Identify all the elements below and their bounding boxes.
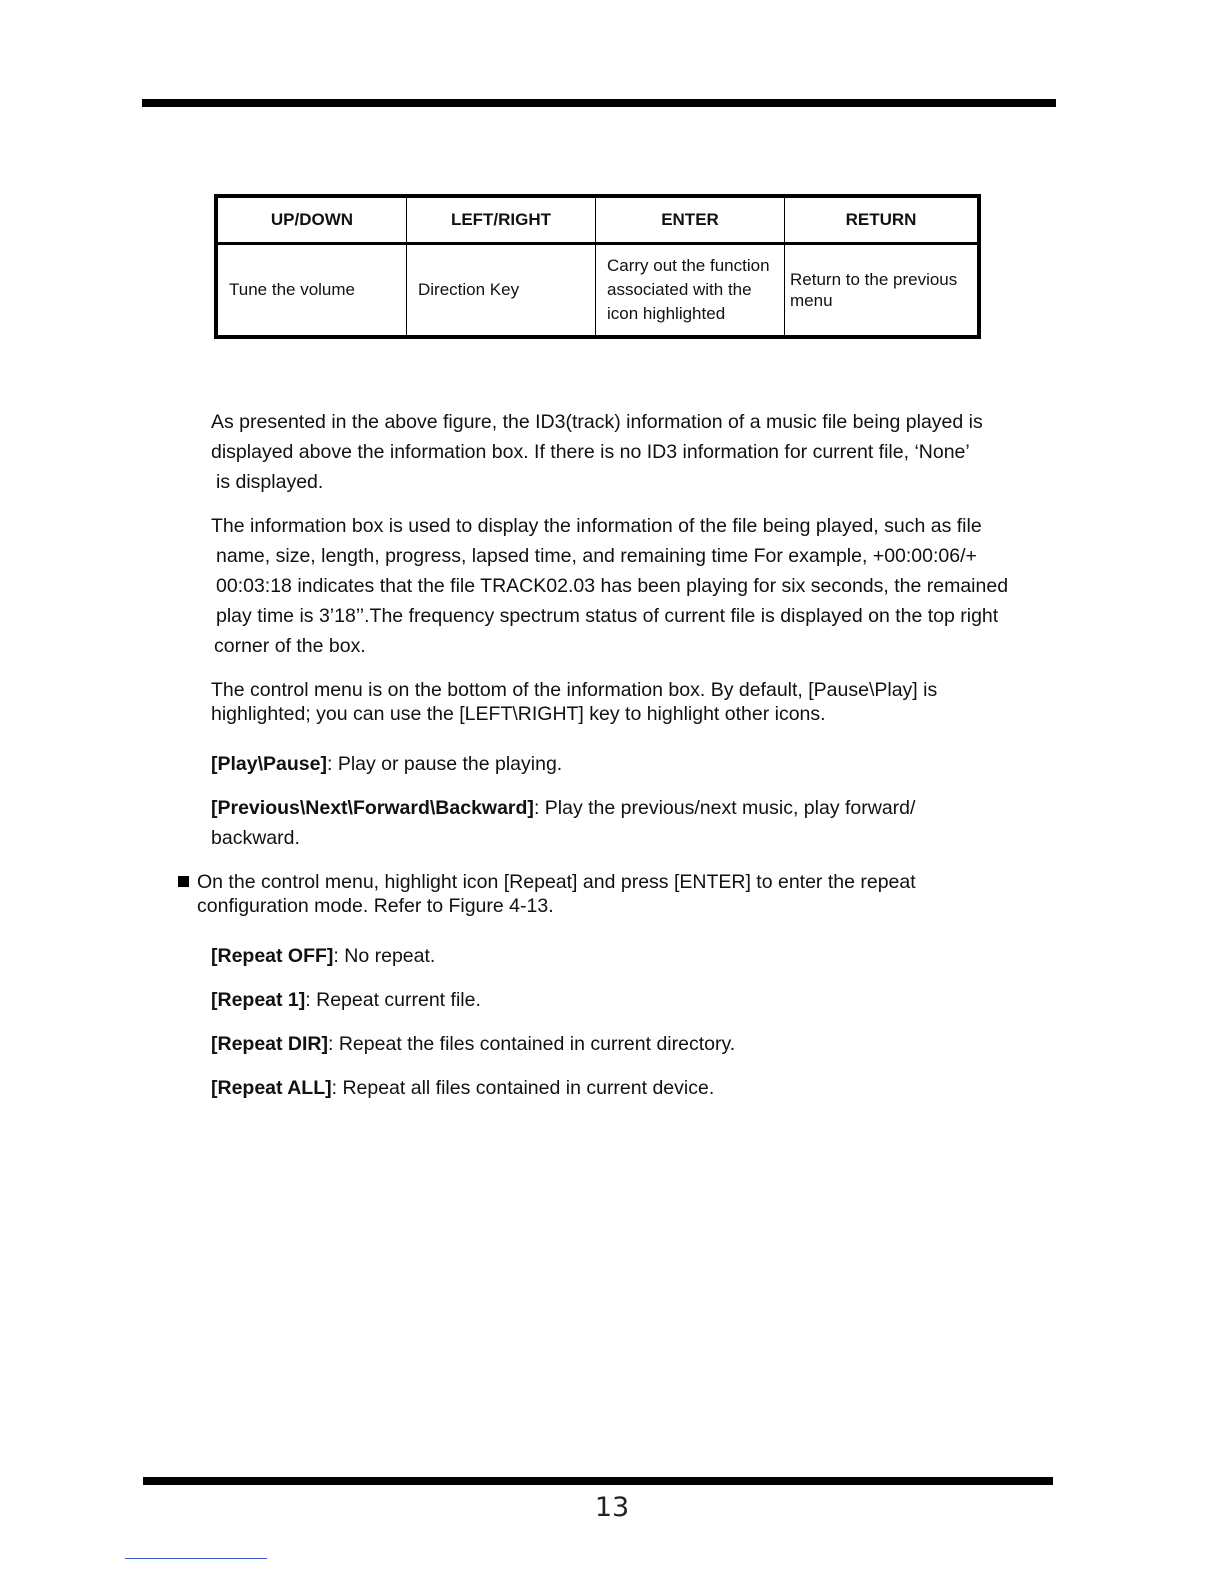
desc-repeat-off: : No repeat. [333, 945, 436, 967]
cell-enter-line: associated with the [607, 280, 752, 299]
text-line: configuration mode. Refer to Figure 4-13. [197, 895, 554, 917]
desc-repeat-dir: : Repeat the files contained in current directory. [328, 1033, 736, 1055]
text-line: is displayed. [216, 471, 324, 493]
term-play-pause: [Play\Pause] [211, 753, 327, 775]
paragraph-id3-info [211, 407, 983, 497]
text-line: displayed above the information box. If there is no ID3 information for current file, ‘None’ [211, 441, 970, 463]
item-repeat-1 [211, 985, 481, 1015]
header-rule [142, 99, 1056, 107]
item-prev-next [211, 793, 915, 853]
footer-rule [143, 1477, 1053, 1485]
text-line: 00:03:18 indicates that the file TRACK02.03 has been playing for six seconds, the remained [216, 575, 1009, 597]
text-line: highlighted; you can use the [LEFT\RIGHT] key to highlight other icons. [211, 703, 826, 725]
desc-repeat-all: : Repeat all files contained in current device. [331, 1077, 715, 1099]
term-repeat-1: [Repeat 1] [211, 989, 306, 1011]
text-line: On the control menu, highlight icon [Repeat] and press [ENTER] to enter the repeat [197, 871, 916, 893]
header-left-right: LEFT/RIGHT [407, 196, 596, 244]
cell-return-line: Return to the previous [790, 270, 958, 289]
term-repeat-all: [Repeat ALL] [211, 1077, 332, 1099]
cell-enter-line: Carry out the function [607, 256, 770, 275]
cell-return-line: menu [790, 291, 833, 310]
text-line: The information box is used to display the information of the file being played, such as file [211, 515, 982, 537]
footer-underline [125, 1558, 267, 1559]
header-return: RETURN [785, 196, 980, 244]
bullet-repeat-config [197, 870, 916, 918]
item-repeat-off [211, 941, 435, 971]
term-repeat-dir: [Repeat DIR] [211, 1033, 329, 1055]
page-number: 13 [594, 1492, 630, 1523]
text-line: play time is 3’18’’.The frequency spectrum status of current file is displayed on the top right [216, 605, 999, 627]
header-enter: ENTER [596, 196, 785, 244]
cell-enter [596, 244, 785, 338]
header-up-down: UP/DOWN [216, 196, 407, 244]
table-row [216, 244, 979, 338]
desc-repeat-1: : Repeat current file. [305, 989, 481, 1011]
text-line: corner of the box. [214, 635, 366, 657]
desc-prev-next-cont: backward. [211, 827, 300, 849]
desc-play-pause: : Play or pause the playing. [326, 753, 563, 775]
cell-return [785, 244, 980, 338]
cell-left-right: Direction Key [407, 244, 596, 338]
table-header-row [216, 196, 979, 244]
item-repeat-all [211, 1073, 714, 1103]
text-line: As presented in the above figure, the ID3(track) information of a music file being played is [211, 411, 983, 433]
term-repeat-off: [Repeat OFF] [211, 945, 334, 967]
item-repeat-dir [211, 1029, 735, 1059]
paragraph-control-menu [211, 678, 937, 726]
text-line: The control menu is on the bottom of the information box. By default, [Pause\Play] is [211, 679, 938, 701]
desc-prev-next: : Play the previous/next music, play forward/ [533, 797, 916, 819]
item-play-pause [211, 749, 562, 779]
key-function-table [214, 194, 981, 339]
term-prev-next: [Previous\Next\Forward\Backward] [211, 797, 534, 819]
paragraph-info-box [211, 511, 1008, 661]
cell-enter-line: icon highlighted [607, 304, 726, 323]
square-bullet-icon [178, 876, 189, 887]
cell-up-down: Tune the volume [216, 244, 407, 338]
text-line: name, size, length, progress, lapsed time, and remaining time For example, +00:00:06/+ [216, 545, 977, 567]
